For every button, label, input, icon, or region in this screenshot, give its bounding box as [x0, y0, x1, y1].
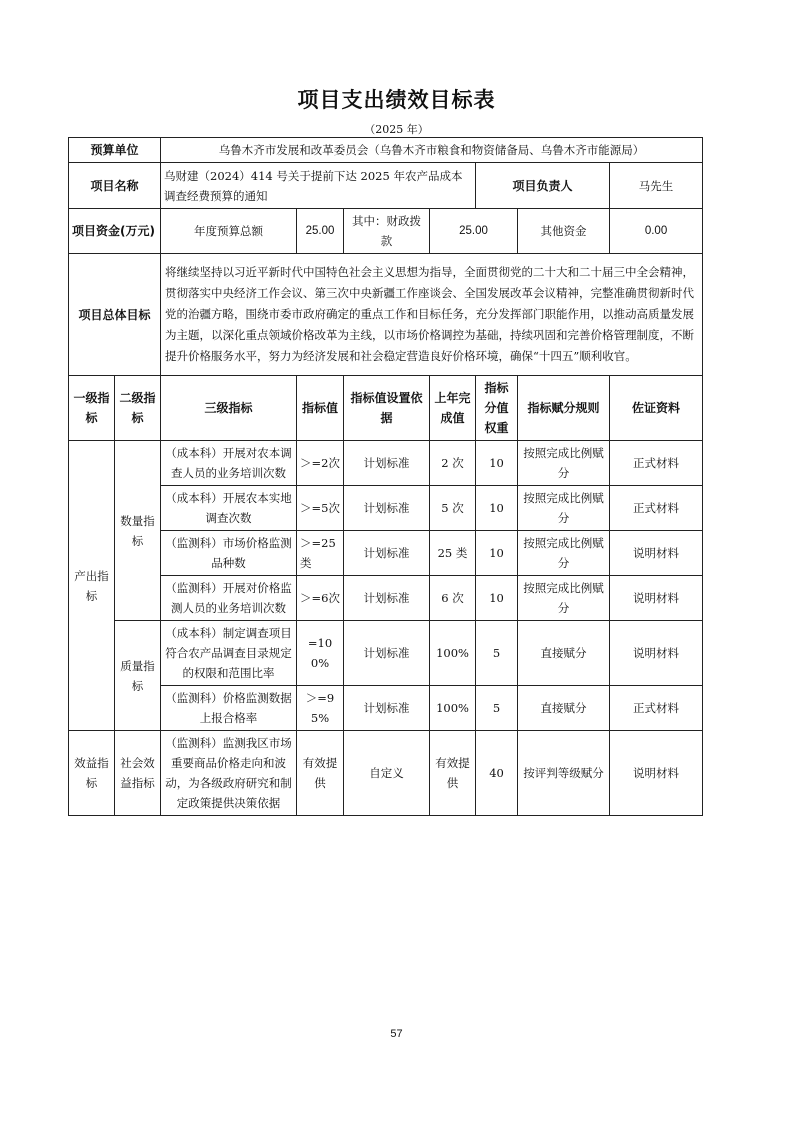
row-value: ＞=5次 [297, 486, 344, 531]
row-evidence: 说明材料 [610, 576, 703, 621]
row-value: =100% [297, 621, 344, 686]
row-evidence: 正式材料 [610, 441, 703, 486]
row-rule: 直接赋分 [518, 621, 610, 686]
row-weight: 10 [476, 531, 518, 576]
col-basis: 指标值设置依据 [344, 376, 430, 441]
col-prev: 上年完成值 [430, 376, 476, 441]
funds-row [69, 209, 703, 254]
row-prev: 100% [430, 686, 476, 731]
row-evidence: 说明材料 [610, 621, 703, 686]
group-quantity: 数量指标 [115, 441, 161, 621]
row-level3: （监测科）市场价格监测品种数 [161, 531, 297, 576]
row-rule: 按评判等级赋分 [518, 731, 610, 816]
row-evidence: 说明材料 [610, 731, 703, 816]
group-quality: 质量指标 [115, 621, 161, 731]
col-level1: 一级指标 [69, 376, 115, 441]
group-output: 产出指标 [69, 441, 115, 731]
col-weight: 指标分值权重 [476, 376, 518, 441]
row-basis: 计划标准 [344, 531, 430, 576]
goal-label: 项目总体目标 [69, 254, 161, 376]
row-rule: 按照完成比例赋分 [518, 441, 610, 486]
budget-unit-row [69, 138, 703, 163]
row-value: ＞=95% [297, 686, 344, 731]
row-basis: 计划标准 [344, 621, 430, 686]
group-social: 社会效益指标 [115, 731, 161, 816]
goal-text: 将继续坚持以习近平新时代中国特色社会主义思想为指导，全面贯彻党的二十大和二十届三中全会精神，贯彻落实中央经济工作会议、第三次中央新疆工作座谈会、全国发展改革会议精神，完整准确贯彻新时代党的治疆方略，围绕市委市政府确定的重点工作和目标任务，充分发挥部门职能作用，以推动高质量发展为主题，以深化重点领域价格改革为主线，以市场价格调控为基础，持续巩固和完善价格管理制度，不断提升价格服务水平，努力为经济发展和社会稳定营造良好价格环境，确保“十四五”顺利收官。 [161, 254, 703, 376]
budget-unit-label: 预算单位 [69, 138, 161, 163]
row-weight: 10 [476, 441, 518, 486]
row-level3: （成本科）制定调查项目符合农产品调查目录规定的权限和范围比率 [161, 621, 297, 686]
row-evidence: 说明材料 [610, 531, 703, 576]
other-funds-value: 0.00 [610, 209, 703, 254]
row-weight: 40 [476, 731, 518, 816]
budget-unit-value: 乌鲁木齐市发展和改革委员会（乌鲁木齐市粮食和物资储备局、乌鲁木齐市能源局） [161, 138, 703, 163]
performance-table [68, 137, 703, 816]
col-level2: 二级指标 [115, 376, 161, 441]
row-weight: 5 [476, 621, 518, 686]
row-prev: 2 次 [430, 441, 476, 486]
page-title: 项目支出绩效目标表 [297, 88, 496, 112]
funds-label: 项目资金(万元) [69, 209, 161, 254]
row-level3: （成本科）开展对农本调查人员的业务培训次数 [161, 441, 297, 486]
table-row [69, 621, 703, 686]
table-row [69, 531, 703, 576]
table-row [69, 441, 703, 486]
row-value: ＞=25类 [297, 531, 344, 576]
row-level3: （成本科）开展农本实地调查次数 [161, 486, 297, 531]
column-header-row [69, 376, 703, 441]
row-weight: 10 [476, 576, 518, 621]
row-basis: 计划标准 [344, 576, 430, 621]
row-value: 有效提供 [297, 731, 344, 816]
col-level3: 三级指标 [161, 376, 297, 441]
year-label: （2025 年） [364, 123, 429, 136]
row-rule: 直接赋分 [518, 686, 610, 731]
page-number: 57 [390, 1028, 403, 1040]
row-level3: （监测科）价格监测数据上报合格率 [161, 686, 297, 731]
row-prev: 5 次 [430, 486, 476, 531]
project-leader-value: 马先生 [610, 163, 703, 209]
row-rule: 按照完成比例赋分 [518, 486, 610, 531]
row-value: ＞=6次 [297, 576, 344, 621]
row-basis: 计划标准 [344, 486, 430, 531]
row-level3: （监测科）监测我区市场重要商品价格走向和波动，为各级政府研究和制定政策提供决策依据 [161, 731, 297, 816]
project-name-label: 项目名称 [69, 163, 161, 209]
annual-budget-value: 25.00 [297, 209, 344, 254]
row-value: ＞=2次 [297, 441, 344, 486]
table-row [69, 576, 703, 621]
annual-budget-label: 年度预算总额 [161, 209, 297, 254]
fiscal-label: 其中：财政拨款 [344, 209, 430, 254]
row-level3: （监测科）开展对价格监测人员的业务培训次数 [161, 576, 297, 621]
project-leader-label: 项目负责人 [476, 163, 610, 209]
row-weight: 5 [476, 686, 518, 731]
col-evidence: 佐证资料 [610, 376, 703, 441]
row-prev: 6 次 [430, 576, 476, 621]
row-prev: 100% [430, 621, 476, 686]
row-rule: 按照完成比例赋分 [518, 576, 610, 621]
project-name-row [69, 163, 703, 209]
row-evidence: 正式材料 [610, 486, 703, 531]
row-rule: 按照完成比例赋分 [518, 531, 610, 576]
project-name-value: 乌财建（2024）414 号关于提前下达 2025 年农产品成本调查经费预算的通知 [161, 163, 476, 209]
col-rule: 指标赋分规则 [518, 376, 610, 441]
table-row [69, 731, 703, 816]
row-basis: 自定义 [344, 731, 430, 816]
row-basis: 计划标准 [344, 686, 430, 731]
table-row [69, 686, 703, 731]
fiscal-value: 25.00 [430, 209, 518, 254]
col-value: 指标值 [297, 376, 344, 441]
other-funds-label: 其他资金 [518, 209, 610, 254]
group-benefit: 效益指标 [69, 731, 115, 816]
row-prev: 有效提供 [430, 731, 476, 816]
goal-row [69, 254, 703, 376]
table-row [69, 486, 703, 531]
row-weight: 10 [476, 486, 518, 531]
row-prev: 25 类 [430, 531, 476, 576]
row-basis: 计划标准 [344, 441, 430, 486]
row-evidence: 正式材料 [610, 686, 703, 731]
